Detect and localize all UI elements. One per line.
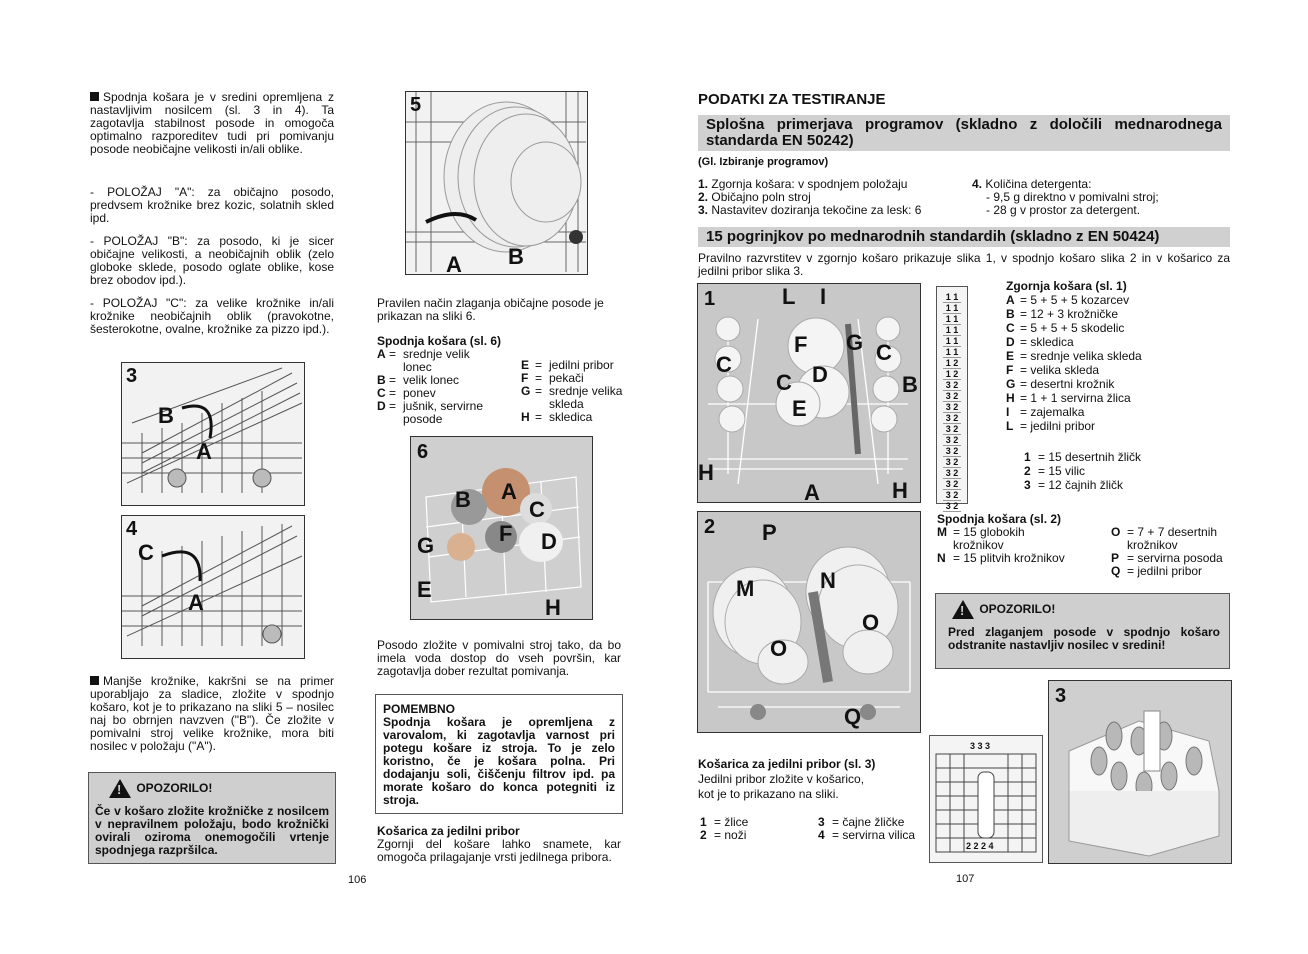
strip-slot: 1 1	[943, 303, 961, 314]
cutlery-legend	[700, 816, 930, 842]
basket-drawing	[122, 363, 304, 505]
strip-slot: 3 2	[943, 501, 961, 512]
label-c: C	[529, 497, 545, 522]
legend-item: G = srednje velika skleda	[521, 384, 623, 411]
warning-title: OPOZORILO!	[979, 601, 1056, 616]
upper-basket-legend-title: Zgornja košara (sl. 1)	[1006, 279, 1127, 293]
legend-item: F = velika skleda	[1006, 363, 1100, 377]
warning-triangle-icon	[109, 779, 131, 798]
test-conditions-list	[698, 178, 968, 217]
legend-item: D = jušnik, servirne posode	[377, 399, 484, 426]
strip-slot: 1 1	[943, 325, 961, 336]
strip-slot: 3 2	[943, 435, 961, 446]
basket-drawing	[122, 516, 304, 658]
legend-item: 2 = 15 vilic	[1024, 464, 1086, 478]
label-d: D	[541, 529, 557, 554]
cutlery-photo-drawing	[1049, 681, 1231, 863]
bullet-square-icon	[90, 676, 99, 685]
strip-slot: 3 2	[943, 468, 961, 479]
legend-right	[521, 359, 629, 424]
basket-photo-drawing	[698, 512, 920, 732]
label-a: A	[501, 479, 517, 504]
label-e: E	[792, 396, 807, 421]
strip-slot: 1 1	[943, 347, 961, 358]
bullet-square-icon	[90, 92, 99, 101]
important-title: POMEMBNO	[383, 702, 455, 716]
legend-item: E = srednje velika skleda	[1006, 349, 1142, 363]
label-c: C	[716, 352, 732, 377]
legend-item: E = jedilni pribor	[521, 358, 614, 372]
legend-item: N = 15 plitvih krožnikov	[937, 551, 1065, 565]
warning-triangle-icon	[952, 600, 974, 619]
lower-basket-legend-left	[937, 526, 1107, 565]
label-b: B	[902, 372, 918, 397]
cutlery-basket-text: Zgornji del košare lahko snamete, kar omogoča prilagajanje vrsti jedilnega pribora.	[377, 837, 621, 864]
legend-item: G = desertni krožnik	[1006, 377, 1115, 391]
strip-slot: 3 2	[943, 446, 961, 457]
lower-basket-legend-title: Spodnja košara (sl. 2)	[937, 512, 1062, 526]
detergent-list	[972, 178, 1232, 217]
label-c: C	[876, 340, 892, 365]
cutlery-basket-title: Košarica za jedilni pribor	[377, 824, 520, 838]
water-access-paragraph: Posodo zložite v pomivalni stroj tako, da bo imela voda dostop do vseh površin, kar zagotavlja dober rezultat pomivanja.	[377, 638, 621, 678]
page-number-left: 106	[348, 874, 367, 886]
label-f: F	[499, 521, 513, 546]
bullet-small-plates: Manjše krožnike, kakršni se na primer uporabljajo za sladice, zložite v spodnjo košaro, kot je to prikazano na sliki 5 – nosilec naj bo obrnjen navzven ("B"). Če zložite v pomivalni stroj velike krožnike, mora biti nosilec v položaju ("A").	[90, 674, 334, 753]
list-item: 2. Običajno poln stroj	[698, 190, 811, 204]
legend-item: 2 = noži	[700, 828, 747, 842]
warning-text: Če v košaro zložite krožničke z nosilcem v nepravilnem položaju, bodo krožnički ovirali oziroma onemogočili vrtenje spodnjega razpršilca.	[95, 804, 329, 857]
label-o: O	[862, 610, 880, 635]
label-l: L	[782, 284, 796, 309]
label-o: O	[770, 636, 788, 661]
label-h: H	[698, 460, 714, 485]
label-a: A	[196, 439, 212, 464]
lower-basket-legend-right	[1111, 526, 1236, 578]
cutlery-basket-grid	[929, 735, 1043, 863]
label-b: B	[158, 403, 174, 428]
label-b: B	[508, 244, 524, 269]
legend-item: F = pekači	[521, 371, 584, 385]
strip-slot: 1 2	[943, 369, 961, 380]
warning-box-left	[88, 772, 336, 864]
figure-2-lower-basket	[697, 511, 921, 733]
figure-number: 6	[417, 441, 429, 463]
legend-item: 4 = servirna vilica	[818, 828, 916, 842]
label-n: N	[820, 568, 836, 593]
strip-slots	[943, 292, 961, 512]
figure-4-holder-position-c	[121, 515, 305, 659]
legend-item: L = jedilni pribor	[1006, 419, 1096, 433]
list-item: 4. Količina detergenta:	[972, 177, 1092, 191]
grid-top-labels: 3 3 3	[970, 741, 991, 751]
correct-loading-intro: Pravilen način zlaganja običajne posode je prikazan na sliki 6.	[377, 296, 604, 323]
strip-slot: 3 2	[943, 490, 961, 501]
label-a: A	[446, 252, 462, 275]
list-item: 1. Zgornja košara: v spodnjem položaju	[698, 177, 908, 191]
legend-item: Q = jedilni pribor	[1111, 564, 1203, 578]
page-number-right: 107	[956, 873, 975, 885]
strip-slot: 3 2	[943, 424, 961, 435]
legend-item: M = 15 globokih krožnikov	[937, 525, 1025, 552]
legend-item: C = ponev	[377, 386, 436, 400]
strip-slot: 3 2	[943, 402, 961, 413]
legend-item: A = 5 + 5 + 5 kozarcev	[1006, 293, 1130, 307]
legend-item: 3 = 12 čajnih žličk	[1024, 478, 1124, 492]
legend-item: I = zajemalka	[1006, 405, 1085, 419]
section-band-15-settings: 15 pogrinjkov po mednarodnih standardih (skladno z EN 50424)	[698, 227, 1230, 247]
figure-3-holder-position-b	[121, 362, 305, 506]
figure-number: 3	[1055, 685, 1067, 707]
important-text: Spodnja košara je opremljena z varovalom, ki zagotavlja varnost pri potegu košare iz stroja. To je zelo koristno, če je košara polna. Pri dodajanju soli, čiščenju filtrov ipd. pa morate košaro do konca potegniti iz stroja.	[383, 715, 615, 807]
strip-slot: 1 1	[943, 336, 961, 347]
label-m: M	[736, 576, 755, 601]
figure-3-cutlery-basket-photo	[1048, 680, 1232, 864]
legend-item: O = 7 + 7 desertnih krožnikov	[1111, 525, 1218, 552]
position-a-text: - POLOŽAJ "A": za običajno posodo, predvsem krožnike brez kozic, solatnih skled ipd.	[90, 185, 334, 225]
basket-photo-drawing	[698, 284, 920, 502]
arrangement-intro: Pravilno razvrstitev v zgornjo košaro prikazuje slika 1, v spodnjo košaro slika 2 in v košarico za jedilni pribor slika 3.	[698, 251, 1230, 278]
cutlery-strip-legend	[1024, 450, 1224, 492]
warning-title: OPOZORILO!	[136, 780, 213, 795]
label-h: H	[892, 478, 908, 503]
label-g: G	[846, 330, 864, 355]
program-reference: (Gl. Izbiranje programov)	[698, 156, 829, 168]
section-band-general: Splošna primerjava programov (skladno z določili mednarodnega standarda EN 50242)	[698, 115, 1230, 151]
strip-slot: 3 2	[943, 380, 961, 391]
list-item: 3. Nastavitev doziranja tekočine za lesk: 6	[698, 203, 922, 217]
label-c: C	[776, 370, 792, 395]
label-d: D	[812, 362, 828, 387]
cutlery-basket-text: Jedilni pribor zložite v košarico, kot je to prikazano na sliki.	[698, 772, 865, 801]
figure-number: 5	[410, 94, 422, 116]
label-p: P	[762, 520, 777, 545]
figure-6-lower-basket	[410, 436, 593, 620]
legend-item: P = servirna posoda	[1111, 551, 1223, 565]
strip-slot: 1 1	[943, 292, 961, 303]
strip-slot: 1 1	[943, 314, 961, 325]
cutlery-rack-strip	[936, 286, 968, 511]
list-item: - 28 g v prostor za detergent.	[986, 203, 1141, 217]
strip-slot: 3 2	[943, 413, 961, 424]
strip-slot: 1 2	[943, 358, 961, 369]
label-a: A	[804, 480, 820, 503]
page-title: PODATKI ZA TESTIRANJE	[698, 91, 886, 108]
important-box	[375, 694, 623, 814]
figure-number: 4	[126, 518, 138, 540]
figure-number: 1	[704, 288, 716, 310]
grid-bottom-labels: 2 2 2 4	[966, 841, 994, 851]
label-q: Q	[844, 704, 862, 729]
label-a: A	[188, 590, 204, 615]
strip-slot: 3 2	[943, 457, 961, 468]
legend-item: 1 = 15 desertnih žličk	[1024, 450, 1142, 464]
bullet-adjustable-holder: Spodnja košara je v sredini opremljena z nastavljivim nosilcem (sl. 3 in 4). Ta zagotavlja stabilnost posode in omogoča optimalno razporeditev tudi pri pomivanju posode neobičajne velikosti in/ali oblike.	[90, 90, 334, 156]
legend-item: 3 = čajne žličke	[818, 815, 905, 829]
warning-text: Pred zlaganjem posode v spodnjo košaro odstranite nastavljiv nosilec v sredini!	[948, 625, 1220, 652]
list-item: - 9,5 g direktno v pomivalni stroj;	[986, 190, 1159, 204]
legend-item: H = skledica	[521, 410, 593, 424]
label-e: E	[417, 577, 432, 602]
legend-left	[377, 348, 517, 426]
strip-slot: 3 2	[943, 479, 961, 490]
upper-basket-legend	[1006, 294, 1226, 433]
legend-item: D = skledica	[1006, 335, 1074, 349]
legend-item: 1 = žlice	[700, 815, 749, 829]
legend-item: A = srednje velik lonec	[377, 347, 470, 374]
legend-item: B = velik lonec	[377, 373, 460, 387]
label-g: G	[417, 533, 435, 558]
cutlery-basket-title: Košarica za jedilni pribor (sl. 3)	[698, 757, 876, 771]
figure-number: 2	[704, 516, 716, 538]
legend-item: H = 1 + 1 servirna žlica	[1006, 391, 1131, 405]
figure-number: 3	[126, 365, 138, 387]
label-f: F	[794, 332, 808, 357]
figure-1-upper-basket	[697, 283, 921, 503]
label-i: I	[820, 284, 827, 309]
label-h: H	[545, 595, 561, 620]
basket-drawing	[406, 92, 587, 274]
figure-5-small-plates	[405, 91, 588, 275]
position-c-text: - POLOŽAJ "C": za velike krožnike in/ali krožnike neobičajnih oblik (pravokotne, šesterokotne, ovalne, krožnike za pizzo ipd.).	[90, 296, 334, 336]
label-c: C	[138, 540, 154, 565]
strip-slot: 3 2	[943, 391, 961, 402]
warning-box-right	[935, 593, 1230, 669]
legend-item: C = 5 + 5 + 5 skodelic	[1006, 321, 1125, 335]
label-b: B	[455, 487, 471, 512]
position-b-text: - POLOŽAJ "B": za posodo, ki je sicer običajne velikosti, a neobičajnih oblik (zelo globoke sklede, posodo oglate oblike, kose brez obodov ipd.).	[90, 234, 334, 287]
legend-item: B = 12 + 3 krožničke	[1006, 307, 1119, 321]
lower-basket-legend-title: Spodnja košara (sl. 6)	[377, 334, 502, 348]
